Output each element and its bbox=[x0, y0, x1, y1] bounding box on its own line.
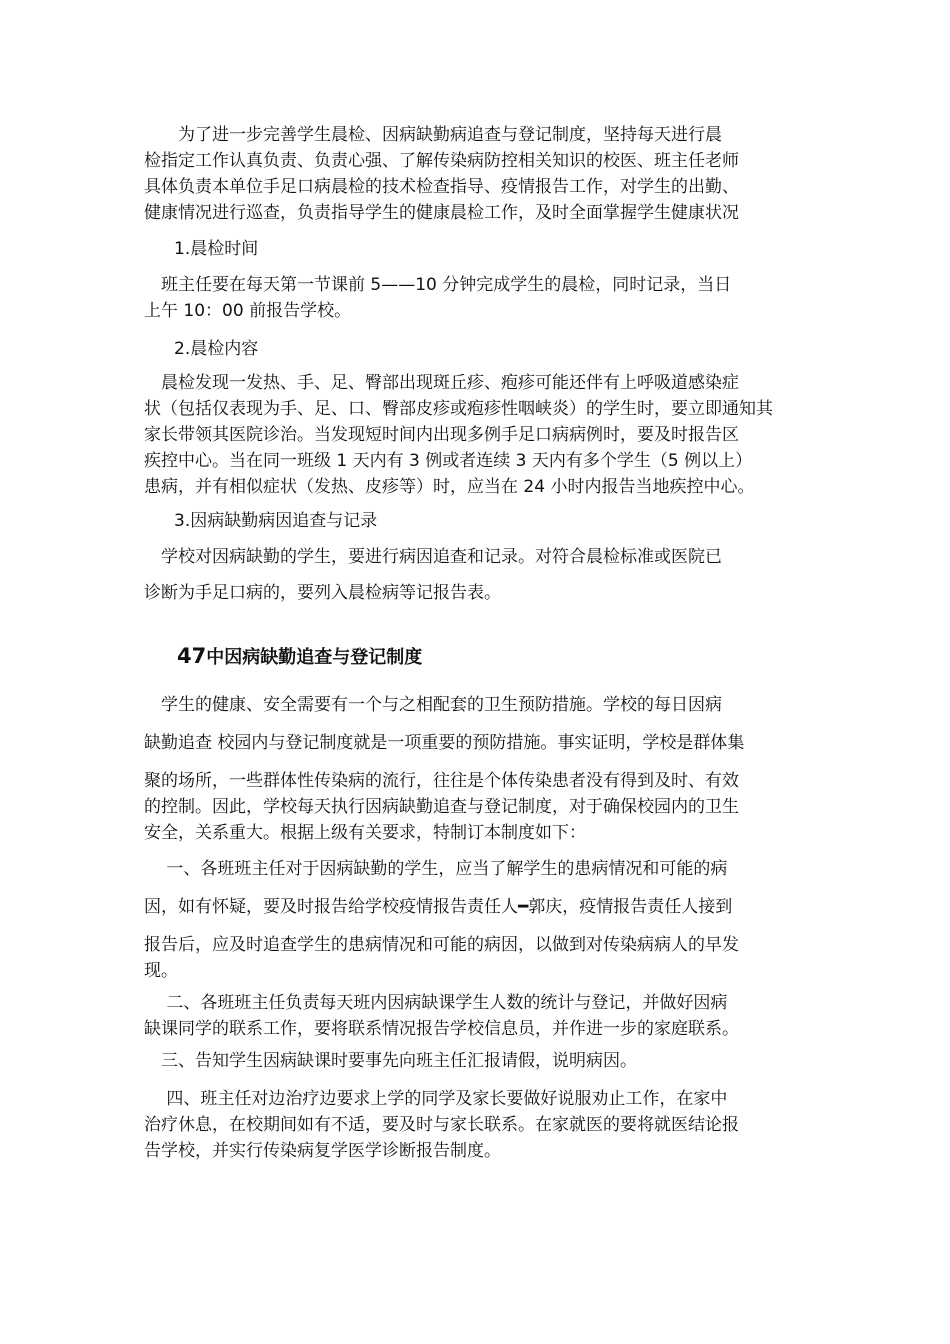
text-line: 学生的健康、安全需要有一个与之相配套的卫生预防措施。学校的每日因病 bbox=[144, 695, 722, 715]
text-line: 四、班主任对边治疗边要求上学的同学及家长要做好说服劝止工作，在家中 bbox=[144, 1089, 728, 1109]
text-line: 缺课同学的联系工作，要将联系情况报告学校信息员，并作进一步的家庭联系。 bbox=[144, 1019, 739, 1039]
section-heading-3: 3.因病缺勤病因追查与记录 bbox=[174, 511, 378, 531]
title-number: 47 bbox=[177, 644, 207, 668]
text-line: 健康情况进行巡查，负责指导学生的健康晨检工作，及时全面掌握学生健康状况 bbox=[144, 203, 739, 223]
text-line: 三、告知学生因病缺课时要事先向班主任汇报请假，说明病因。 bbox=[144, 1051, 637, 1071]
text-line: 为了进一步完善学生晨检、因病缺勤病追查与登记制度，坚持每天进行晨 bbox=[144, 125, 722, 145]
section-heading-2: 2.晨检内容 bbox=[174, 339, 259, 359]
text-line: 治疗休息，在校期间如有不适，要及时与家长联系。在家就医的要将就医结论报 bbox=[144, 1115, 739, 1135]
rule1-paragraph bbox=[144, 856, 808, 984]
text-line: 现。 bbox=[144, 961, 178, 981]
section3-paragraph bbox=[144, 544, 808, 606]
text-line: 晨检发现一发热、手、足、臀部出现斑丘疹、疱疹可能还伴有上呼吸道感染症 bbox=[144, 373, 739, 393]
text-line: 状（包括仅表现为手、足、口、臀部皮疹或疱疹性咽峡炎）的学生时，要立即通知其 bbox=[144, 399, 773, 419]
text-line: 上午 10：00 前报告学校。 bbox=[144, 301, 352, 321]
intro-paragraph bbox=[144, 122, 808, 226]
text-line: 学校对因病缺勤的学生，要进行病因追查和记录。对符合晨检标准或医院已 bbox=[144, 547, 722, 567]
text-line: 疾控中心。当在同一班级 1 天内有 3 例或者连续 3 天内有多个学生（5 例以上） bbox=[144, 451, 753, 471]
text-line: 班主任要在每天第一节课前 5——10 分钟完成学生的晨检，同时记录，当日 bbox=[144, 275, 732, 295]
document-title bbox=[177, 642, 422, 672]
rule4-paragraph bbox=[144, 1086, 808, 1164]
rule3-paragraph bbox=[144, 1048, 808, 1074]
text-line: 一、各班班主任对于因病缺勤的学生，应当了解学生的患病情况和可能的病 bbox=[144, 859, 728, 879]
text-line: 安全，关系重大。根据上级有关要求，特制订本制度如下： bbox=[144, 823, 586, 843]
text-line: 家长带领其医院诊治。当发现短时间内出现多例手足口病病例时，要及时报告区 bbox=[144, 425, 739, 445]
intro2-paragraph bbox=[144, 692, 808, 846]
text-line: 缺勤追查 校园内与登记制度就是一项重要的预防措施。事实证明，学校是群体集 bbox=[144, 733, 745, 753]
text-line: 聚的场所，一些群体性传染病的流行，往往是个体传染患者没有得到及时、有效 bbox=[144, 771, 739, 791]
title-text: 中因病缺勤追查与登记制度 bbox=[206, 647, 423, 668]
text-line: 诊断为手足口病的，要列入晨检病等记报告表。 bbox=[144, 583, 501, 603]
text-line: 患病，并有相似症状（发热、皮疹等）时，应当在 24 小时内报告当地疾控中心。 bbox=[144, 477, 755, 497]
rule2-paragraph bbox=[144, 990, 808, 1042]
text-line: 检指定工作认真负责、负责心强、了解传染病防控相关知识的校医、班主任老师 bbox=[144, 151, 739, 171]
text-line: 因，如有怀疑，要及时报告给学校疫情报告责任人━郭庆，疫情报告责任人接到 bbox=[144, 897, 733, 917]
section-heading-1: 1.晨检时间 bbox=[174, 239, 259, 259]
text-line: 二、各班班主任负责每天班内因病缺课学生人数的统计与登记，并做好因病 bbox=[144, 993, 728, 1013]
text-line: 的控制。因此，学校每天执行因病缺勤追查与登记制度，对于确保校园内的卫生 bbox=[144, 797, 739, 817]
text-line: 具体负责本单位手足口病晨检的技术检查指导、疫情报告工作，对学生的出勤、 bbox=[144, 177, 739, 197]
section1-paragraph bbox=[144, 272, 808, 324]
section2-paragraph bbox=[144, 370, 808, 500]
text-line: 报告后，应及时追查学生的患病情况和可能的病因，以做到对传染病病人的早发 bbox=[144, 935, 739, 955]
text-line: 告学校，并实行传染病复学医学诊断报告制度。 bbox=[144, 1141, 501, 1161]
